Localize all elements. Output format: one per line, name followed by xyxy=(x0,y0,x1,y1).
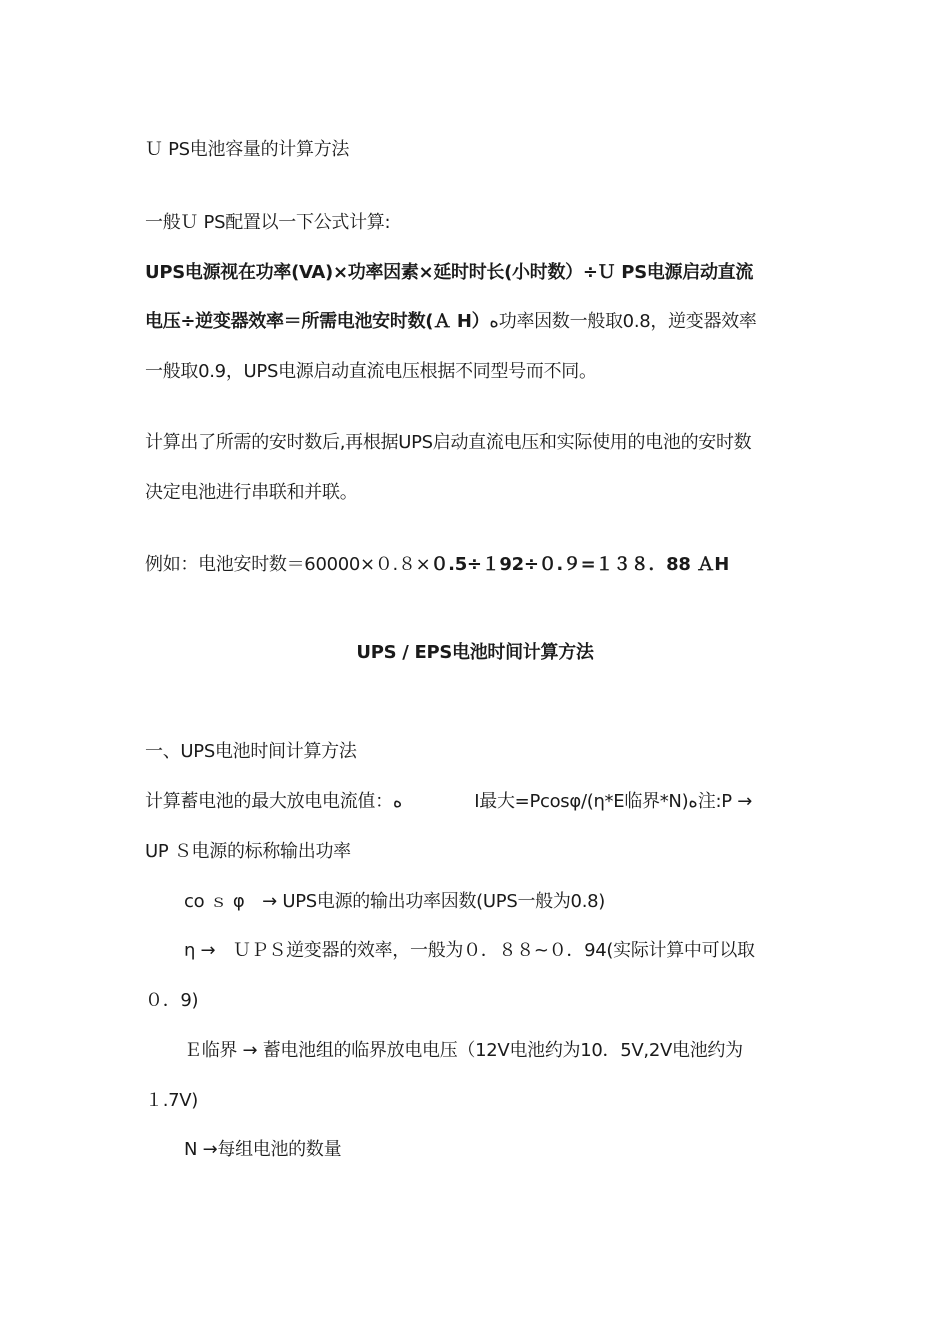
example-line xyxy=(145,552,810,578)
section-title: UPS / EPS电池时间计算方法 xyxy=(356,642,594,663)
formula-line-2 xyxy=(145,309,810,335)
paragraph-2-line-1: 计算出了所需的安时数后,再根据UPS启动直流电压和实际使用的电池的安时数 xyxy=(145,432,752,453)
cos-description: co ｓ φ → UPS电源的输出功率因数(UPS一般为0.8) xyxy=(184,891,606,912)
sub-heading: 一、UPS电池时间计算方法 xyxy=(145,741,357,762)
eta-description-line-1: η → ＵＰＳ逆变器的效率，一般为０．８８~０．94(实际计算中可以取 xyxy=(184,940,755,961)
e-description-line-2: １.7V) xyxy=(145,1090,199,1111)
p-description: UP Ｓ电源的标称输出功率 xyxy=(145,841,351,862)
eta-description-line-2: ０．9) xyxy=(145,990,199,1011)
max-current-line xyxy=(145,789,810,815)
formula-line-1: UPS电源视在功率(VA)×功率因素×延时时长(小时数）÷Ｕ PS电源启动直流 xyxy=(145,262,754,283)
e-description-line-1: Ｅ临界 → 蓄电池组的临界放电电压（12V电池约为10．5V,2V电池约为 xyxy=(184,1040,743,1061)
formula-line-2-mark: ﻩ xyxy=(489,311,499,332)
n-description: N →每组电池的数量 xyxy=(184,1139,342,1160)
doc-title: Ｕ PS电池容量的计算方法 xyxy=(145,139,350,160)
current-label: 计算蓄电池的最大放电电流值：ﻩ xyxy=(145,791,403,812)
paragraph-2-line-2: 决定电池进行串联和并联。 xyxy=(145,482,358,503)
example-plain: 例如：电池安时数＝60000×０.８× xyxy=(145,554,431,575)
formula-line-2-bold: 电压÷逆变器效率＝所需电池安时数(Ａ H） xyxy=(145,311,490,332)
formula-line-3: 一般取0.9，UPS电源启动直流电压根据不同型号而不同。 xyxy=(145,361,597,382)
formula-line-2-rest: 功率因数一般取0.8，逆变器效率 xyxy=(498,311,757,332)
intro-text: 一般Ｕ PS配置以一下公式计算: xyxy=(145,212,391,233)
current-formula: I最大=Pcosφ/(η*E临界*N)ﻩ注:P → xyxy=(474,791,752,812)
example-bold: ０.5÷１92÷０.９=１３８．88 ＡH xyxy=(430,554,730,575)
